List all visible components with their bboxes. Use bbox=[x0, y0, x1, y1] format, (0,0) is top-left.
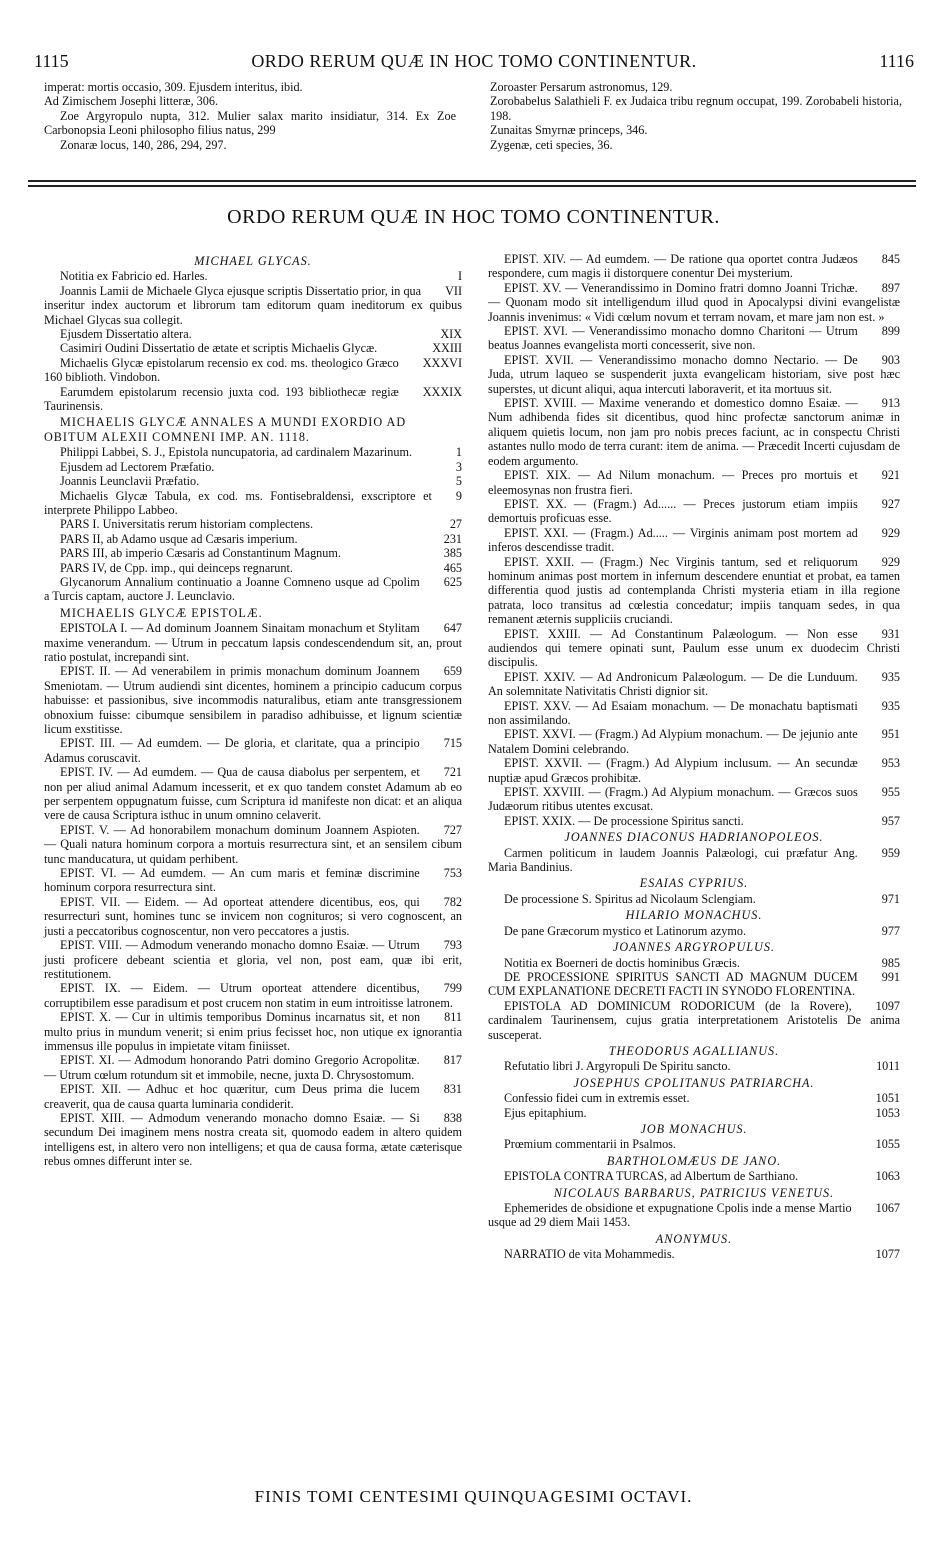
contents-entry bbox=[488, 1169, 900, 1183]
contents-entry bbox=[488, 924, 900, 938]
column-number: 991 bbox=[881, 969, 900, 984]
entry-text: EPIST. IV. — Ad eumdem. — Qua de causa diabolus per serpentem, et non per aliud animal Adamum incesserit, et ex quo tandem constet Adamum ab eo per serpentem oppugnatum fuisse, cum Scriptura id manifeste non dicat: et an aliqua vere de causa Scriptura isthuc in unum omnino celaverit. bbox=[44, 765, 462, 823]
author-heading: JOANNES DIACONUS HADRIANOPOLEOS. bbox=[564, 830, 824, 845]
author-heading: JOANNES ARGYROPULUS. bbox=[613, 940, 775, 955]
column-number: 1053 bbox=[875, 1105, 900, 1120]
contents-entry bbox=[488, 699, 900, 728]
entry-text: De processione S. Spiritus ad Nicolaum Sclengiam. bbox=[504, 891, 756, 906]
entry-text: Ejus epitaphium. bbox=[504, 1105, 587, 1120]
column-number: 831 bbox=[443, 1082, 462, 1097]
column-number: 927 bbox=[881, 496, 900, 511]
entry-text: EPISTOLA I. — Ad dominum Joannem Sinaitam monachum et Stylitam maxime venerandum. — Utrum in peccatum lapsis condescendendum sit, an, prout ratio postulat, increpandi sint. bbox=[44, 621, 462, 664]
entry-text: EPIST. XI. — Admodum honorando Patri domino Gregorio Acropolitæ. — Utrum cœlum rotundum sit et immobile, necne, juxta D. Chrysostomum. bbox=[44, 1053, 420, 1082]
author-heading: MICHAELIS GLYCÆ ANNALES A MUNDI EXORDIO AD OBITUM ALEXII COMNENI IMP. AN. 1118. bbox=[44, 415, 407, 444]
contents-entry bbox=[44, 532, 462, 546]
contents-entry bbox=[44, 895, 462, 938]
entry-text: PARS IV, de Cpp. imp., qui deinceps regnarunt. bbox=[60, 560, 293, 575]
column-number: 959 bbox=[881, 845, 900, 860]
entry-text: EPIST. XVI. — Venerandissimo monacho domno Charitoni — Utrum beatus Joannes evangelista morti concesserit, sive non. bbox=[488, 324, 858, 353]
contents-entry bbox=[44, 1010, 462, 1053]
entry-text: EPIST. XV. — Venerandissimo in Domino fratri domno Joanni Trichæ. — Quonam modo sit intelligendum illud quod in Apocalypsi divini evangelistæ Joannis invenimus: « Vidi cœlum novum et terram novam, et mare jam non est. » bbox=[488, 280, 900, 324]
entry-text: Philippi Labbei, S. J., Epistola nuncupatoria, ad cardinalem Mazarinum. bbox=[60, 445, 412, 460]
index-tail-right bbox=[490, 80, 902, 152]
contents-entry bbox=[44, 823, 462, 866]
page-header bbox=[34, 51, 914, 76]
contents-entry bbox=[44, 546, 462, 560]
entry-text: EPIST. III. — Ad eumdem. — De gloria, et claritate, qua a principio Adamus coruscavit. bbox=[44, 736, 420, 765]
contents-entry bbox=[488, 1247, 900, 1261]
column-number: 753 bbox=[443, 866, 462, 881]
column-number: 957 bbox=[881, 813, 900, 828]
entry-text: EPISTOLA CONTRA TURCAS, ad Albertum de Sarthiano. bbox=[504, 1169, 799, 1184]
entry-text: De pane Græcorum mystico et Latinorum azymo. bbox=[504, 923, 746, 938]
column-number: 5 bbox=[455, 474, 462, 489]
contents-entry bbox=[44, 1082, 462, 1111]
entry-text: PARS III, ab imperio Cæsaris ad Constantinum Magnum. bbox=[60, 546, 341, 561]
column-number: 931 bbox=[881, 626, 900, 641]
index-entry: Ad Zimischem Josephi litteræ, 306. bbox=[44, 94, 218, 109]
contents-entry bbox=[488, 999, 900, 1042]
contents-entry bbox=[488, 727, 900, 756]
entry-text: Ejusdem ad Lectorem Præfatio. bbox=[60, 459, 215, 474]
author-heading: MICHAELIS GLYCÆ EPISTOLÆ. bbox=[60, 605, 263, 620]
column-number: XXXVI bbox=[422, 355, 462, 370]
entry-text: DE PROCESSIONE SPIRITUS SANCTI AD MAGNUM DUCEM CUM EXPLANATIONE DECRETI FACTI IN SYNODO FLORENTINA. bbox=[488, 969, 858, 999]
index-entry: Zonaræ locus, 140, 286, 294, 297. bbox=[60, 137, 227, 152]
column-number: XIX bbox=[440, 327, 462, 342]
contents-entry bbox=[44, 341, 462, 355]
column-number: 385 bbox=[443, 546, 462, 561]
column-number: 1055 bbox=[875, 1137, 900, 1152]
contents-entry bbox=[488, 324, 900, 353]
entry-text: EPIST. XVIII. — Maxime venerando et domestico domno Esaiæ. — Num adhibenda fides sit dicentibus, quod hinc profectæ sanctorum animæ in aliquem quietis locum, non jam pro nobis preces faciunt, ac in conspectu Christi astantes nullo modo de terra curant: item de anima. — Præcedit Incerti cujusdam de eodem argumento. bbox=[488, 396, 900, 468]
entry-text: EPIST. XXII. — (Fragm.) Nec Virginis tantum, sed et reliquorum hominum animas post mortem in infernum descendere enuntiat et probat, ea tamen differentia quod justis ad contemplanda Christi mysteria etiam in illa regione patrata, loco transitus ad cœlestia concedatur; impiis tanquam sedes, in qua remanent æternis suppliciis cruciandi. bbox=[488, 554, 900, 627]
column-number: 1 bbox=[455, 445, 462, 460]
column-number: 1067 bbox=[875, 1201, 900, 1215]
column-number: 1011 bbox=[876, 1059, 900, 1074]
index-entry: Zygenæ, ceti species, 36. bbox=[490, 137, 613, 152]
entry-text: EPIST. XXIV. — Ad Andronicum Palæologum. — De die Lunduum. An solemnitate Nativitatis Christi dignior sit. bbox=[488, 669, 858, 699]
author-heading: MICHAEL GLYCAS. bbox=[194, 254, 312, 268]
column-number: 971 bbox=[881, 891, 900, 906]
author-heading: BARTHOLOMÆUS DE JANO. bbox=[606, 1153, 782, 1168]
author-heading: ANONYMUS. bbox=[655, 1231, 733, 1246]
entry-text: Earumdem epistolarum recensio juxta cod. 193 bibliothecæ regiæ Taurinensis. bbox=[44, 384, 399, 414]
column-number: 951 bbox=[881, 727, 900, 742]
section-divider-thin bbox=[28, 186, 916, 187]
column-number: 929 bbox=[881, 554, 900, 569]
entry-text: Ephemerides de obsidione et expugnatione Cpolis inde a mense Martio usque ad 29 diem Maii 1453. bbox=[488, 1201, 852, 1230]
entry-text: NARRATIO de vita Mohammedis. bbox=[504, 1247, 675, 1262]
contents-entry bbox=[488, 396, 900, 468]
contents-entry bbox=[44, 664, 462, 736]
contents-entry bbox=[44, 621, 462, 664]
contents-entry bbox=[44, 938, 462, 981]
entry-text: EPIST. X. — Cur in ultimis temporibus Dominus incarnatus sit, et non multo prius in mundum venerit; si enim prius fecisset hoc, non utique ex ignorantia immensus ille populus in impietate vitam finiisset. bbox=[44, 1010, 462, 1053]
contents-entry bbox=[44, 765, 462, 823]
contents-entry bbox=[488, 1137, 900, 1151]
page-number-right: 1116 bbox=[879, 51, 914, 71]
contents-entry bbox=[488, 970, 900, 999]
contents-entry bbox=[44, 1053, 462, 1082]
column-number: 953 bbox=[881, 756, 900, 771]
entry-text: EPIST. XXVIII. — (Fragm.) Ad Alypium monachum. — Græcos suos Judæorum ritibus utentes excusat. bbox=[488, 785, 858, 814]
contents-column-left bbox=[44, 252, 462, 1169]
entry-text: EPIST. XIV. — Ad eumdem. — De ratione qua oportet contra Judæos respondere, cum magis ii distorquere conentur Dei mysterium. bbox=[488, 252, 858, 281]
entry-text: Carmen politicum in laudem Joannis Palæologi, cui præfatur Ang. Maria Bandinius. bbox=[488, 845, 858, 875]
column-number: 935 bbox=[881, 698, 900, 713]
entry-text: EPIST. XXIX. — De processione Spiritus sancti. bbox=[504, 813, 744, 828]
column-number: 659 bbox=[443, 664, 462, 679]
entry-text: PARS I. Universitatis rerum historiam complectens. bbox=[60, 517, 314, 532]
contents-entry bbox=[44, 356, 462, 385]
contents-entry bbox=[488, 814, 900, 828]
column-number: 897 bbox=[881, 280, 900, 295]
column-number: 625 bbox=[443, 574, 462, 589]
entry-text: Michaelis Glycæ Tabula, ex cod. ms. Fontisebraldensi, exscriptore et interprete Philippo Labbeo. bbox=[44, 488, 432, 517]
column-number: 647 bbox=[443, 621, 462, 636]
entry-text: EPIST. VIII. — Admodum venerando monacho domno Esaiæ. — Utrum justi proficere debeant scientia et gloria, vel non, post eam, quæ ibi erit, restitutionem. bbox=[44, 938, 462, 981]
contents-entry bbox=[44, 1111, 462, 1169]
index-entry: Zoroaster Persarum astronomus, 129. bbox=[490, 80, 673, 94]
contents-entry bbox=[488, 846, 900, 875]
contents-entry bbox=[488, 1106, 900, 1120]
author-heading: JOB MONACHUS. bbox=[640, 1121, 748, 1136]
entry-text: EPIST. XX. — (Fragm.) Ad...... — Preces justorum etiam impiis demortuis proficuas esse. bbox=[488, 496, 858, 526]
contents-entry bbox=[488, 252, 900, 281]
column-number: 817 bbox=[443, 1053, 462, 1068]
contents-entry bbox=[488, 353, 900, 396]
entry-text: EPIST. XII. — Adhuc et hoc quæritur, cum Deus prima die lucem creaverit, qua de causa quarta luminaria condiderit. bbox=[44, 1082, 420, 1111]
column-number: XXIII bbox=[432, 341, 462, 356]
entry-text: EPIST. XIII. — Admodum venerando monacho domno Esaiæ. — Si secundum Dei imaginem mens nostra creata sit, quomodo eadem in altero quidem intelligens est, in altero vero non intelligens; et qua de causa forma, ætate cæterisque rebus omnes differunt inter se. bbox=[44, 1110, 462, 1169]
entry-text: Joannis Leunclavii Præfatio. bbox=[60, 474, 200, 489]
contents-entry bbox=[44, 981, 462, 1010]
entry-text: EPIST. VII. — Eidem. — Ad oporteat attendere dicentibus, eos, qui resurrecturi sunt, homines tunc se invicem non cognituros; si vero cognoscent, an justi a peccatoribus cognoscentur, non vero peccatores a justis. bbox=[44, 894, 462, 938]
contents-entry bbox=[44, 269, 462, 283]
contents-entry bbox=[44, 561, 462, 575]
column-number: 985 bbox=[881, 955, 900, 970]
entry-text: Notitia ex Fabricio ed. Harles. bbox=[60, 269, 208, 284]
entry-text: Glycanorum Annalium continuatio a Joanne Comneno usque ad Cpolim a Turcis captam, auctore J. Leunclavio. bbox=[44, 574, 420, 604]
column-number: 727 bbox=[443, 822, 462, 837]
author-heading: NICOLAUS BARBARUS, PATRICIUS VENETUS. bbox=[553, 1185, 835, 1200]
entry-text: EPIST. XXVII. — (Fragm.) Ad Alypium inclusum. — An secundæ nuptiæ apud Græcos prohibitæ. bbox=[488, 756, 858, 785]
column-number: 838 bbox=[443, 1110, 462, 1125]
contents-entry bbox=[44, 517, 462, 531]
column-number: 845 bbox=[881, 252, 900, 266]
column-number: 903 bbox=[881, 352, 900, 367]
column-number: 793 bbox=[443, 938, 462, 953]
contents-entry bbox=[488, 756, 900, 785]
author-heading: THEODORUS AGALLIANUS. bbox=[608, 1043, 780, 1058]
entry-text: Confessio fidei cum in extremis esset. bbox=[504, 1091, 690, 1106]
column-number: VII bbox=[445, 283, 462, 298]
column-number: 1063 bbox=[875, 1169, 900, 1184]
column-number: 465 bbox=[443, 560, 462, 575]
entry-text: Michaelis Glycæ epistolarum recensio ex cod. ms. theologico Græco 160 biblioth. Vindobon. bbox=[44, 355, 399, 385]
column-number: 955 bbox=[881, 785, 900, 800]
contents-entry bbox=[44, 385, 462, 414]
entry-text: Ejusdem Dissertatio altera. bbox=[60, 327, 192, 342]
contents-entry bbox=[488, 468, 900, 497]
entry-text: EPIST. XXVI. — (Fragm.) Ad Alypium monachum. — De jejunio ante Natalem Domini celebrando. bbox=[488, 727, 858, 756]
contents-title: ORDO RERUM QUÆ IN HOC TOMO CONTINENTUR. bbox=[227, 206, 720, 228]
contents-entry bbox=[488, 526, 900, 555]
entry-text: EPIST. XIX. — Ad Nilum monachum. — Preces pro mortuis et eleemosynas non frustra fieri. bbox=[488, 468, 858, 497]
entry-text: EPIST. II. — Ad venerabilem in primis monachum dominum Joannem Smeniotam. — Utrum audiendi sint dicentes, hominem a principio caducum corpus habuisse: et passionibus, sive incommodis naturalibus, etiam ante transgressionem obnoxium fuisse: cibumque sensibilem in paradiso adhibuisse, et lignum scientiæ licum exstitisse. bbox=[44, 664, 462, 736]
column-number: 3 bbox=[455, 459, 462, 474]
contents-entry bbox=[44, 284, 462, 327]
index-entry: Zunaitas Smyrnæ princeps, 346. bbox=[490, 123, 648, 138]
column-number: 27 bbox=[449, 517, 462, 532]
column-number: 899 bbox=[881, 324, 900, 339]
contents-entry bbox=[488, 892, 900, 906]
contents-entry bbox=[488, 497, 900, 526]
column-number: 782 bbox=[443, 894, 462, 909]
author-heading: ESAIAS CYPRIUS. bbox=[639, 876, 749, 891]
column-number: 715 bbox=[443, 736, 462, 751]
contents-entry bbox=[44, 474, 462, 488]
contents-entry bbox=[488, 956, 900, 970]
column-number: 721 bbox=[443, 765, 462, 780]
author-heading: JOSEPHUS CPOLITANUS PATRIARCHA. bbox=[573, 1075, 815, 1090]
column-number: 977 bbox=[881, 923, 900, 938]
entry-text: Prœmium commentarii in Psalmos. bbox=[504, 1137, 676, 1152]
contents-entry bbox=[44, 866, 462, 895]
contents-entry bbox=[488, 670, 900, 699]
column-number: 1097 bbox=[875, 998, 900, 1013]
entry-text: Refutatio libri J. Argyropuli De Spiritu sancto. bbox=[504, 1059, 731, 1074]
entry-text: EPIST. XXIII. — Ad Constantinum Palæologum. — Non esse audiendos qui temere opinati sunt, Paulum esse unum ex duodecim Christi discipulis. bbox=[488, 626, 900, 670]
entry-text: Notitia ex Boerneri de doctis hominibus Græcis. bbox=[504, 955, 740, 970]
column-number: 1051 bbox=[875, 1091, 900, 1106]
contents-entry bbox=[44, 575, 462, 604]
column-number: 1077 bbox=[875, 1247, 900, 1262]
entry-text: EPISTOLA AD DOMINICUM RODORICUM (de la Rovere), cardinalem Taurinensem, cujus gratia interpretationem Aristotelis De anima susceperat. bbox=[488, 998, 900, 1042]
entry-text: Joannis Lamii de Michaele Glyca ejusque scriptis Dissertatio prior, in qua inseritur index auctorum et librorum tam editorum quam ineditorum ex quibus Michael Glycas sua collegit. bbox=[44, 283, 462, 327]
author-heading: HILARIO MONACHUS. bbox=[625, 908, 763, 923]
entry-text: EPIST. XVII. — Venerandissimo monacho domno Nectario. — De Juda, utrum laqueo se suspenderit juxta evangelicam historiam, sive post hæc superstes, ut dicunt aliqui, aqua intercuti laboraverit, et ita mortuus sit. bbox=[488, 352, 900, 396]
contents-entry bbox=[488, 1059, 900, 1073]
index-entry: Zorobabelus Salathieli F. ex Judaica tribu regnum occupat, 199. Zorobabeli historia, 198. bbox=[490, 94, 902, 123]
contents-entry bbox=[44, 445, 462, 459]
entry-text: PARS II, ab Adamo usque ad Cæsaris imperium. bbox=[60, 531, 298, 546]
column-number: 935 bbox=[881, 669, 900, 684]
contents-entry bbox=[488, 555, 900, 627]
index-tail-left bbox=[44, 80, 456, 152]
entry-text: EPIST. V. — Ad honorabilem monachum dominum Joannem Aspioten. — Quali natura hominum corpora a mortuis resurrectura sint, et an sensilem cibum tunc manducatura, ut quidam perhibent. bbox=[44, 822, 462, 866]
index-entry: imperat: mortis occasio, 309. Ejusdem interitus, ibid. bbox=[44, 80, 303, 94]
contents-entry bbox=[44, 489, 462, 518]
column-number: 9 bbox=[455, 488, 462, 503]
column-number: XXXIX bbox=[422, 384, 462, 399]
column-number: 231 bbox=[443, 531, 462, 546]
column-number: 913 bbox=[881, 396, 900, 411]
entry-text: Casimiri Oudini Dissertatio de ætate et scriptis Michaelis Glycæ. bbox=[60, 341, 378, 356]
entry-text: EPIST. IX. — Eidem. — Utrum oporteat attendere dicentibus, corruptibilem esse paradisum et post crucem non statim in eum introitisse latronem. bbox=[44, 981, 453, 1010]
running-title: ORDO RERUM QUÆ IN HOC TOMO CONTINENTUR. bbox=[251, 51, 697, 71]
contents-entry bbox=[44, 736, 462, 765]
contents-entry bbox=[488, 1201, 900, 1230]
contents-column-right bbox=[488, 252, 900, 1262]
page-number-left: 1115 bbox=[34, 51, 69, 71]
contents-entry bbox=[44, 327, 462, 341]
contents-entry bbox=[488, 785, 900, 814]
index-entry: Zoe Argyropulo nupta, 312. Mulier salax marito insidiatur, 314. Ex Zoe Carbonopsia Leoni philosopho filius natus, 299 bbox=[44, 108, 456, 138]
contents-entry bbox=[488, 627, 900, 670]
contents-entry bbox=[488, 1091, 900, 1105]
contents-entry bbox=[44, 460, 462, 474]
column-number: 929 bbox=[881, 525, 900, 540]
contents-entry bbox=[488, 281, 900, 324]
column-number: 799 bbox=[443, 981, 462, 996]
column-number: 811 bbox=[444, 1010, 462, 1025]
entry-text: EPIST. XXI. — (Fragm.) Ad..... — Virginis animam post mortem ad inferos descendisse tradit. bbox=[488, 525, 858, 555]
colophon: FINIS TOMI CENTESIMI QUINQUAGESIMI OCTAVI. bbox=[254, 1487, 693, 1506]
column-number: 921 bbox=[881, 468, 900, 483]
entry-text: EPIST. VI. — Ad eumdem. — An cum maris et feminæ discrimine hominum corpora resurrectura sint. bbox=[44, 866, 420, 895]
entry-text: EPIST. XXV. — Ad Esaiam monachum. — De monachatu baptismati non assimilando. bbox=[488, 698, 858, 727]
column-number: I bbox=[457, 269, 462, 284]
